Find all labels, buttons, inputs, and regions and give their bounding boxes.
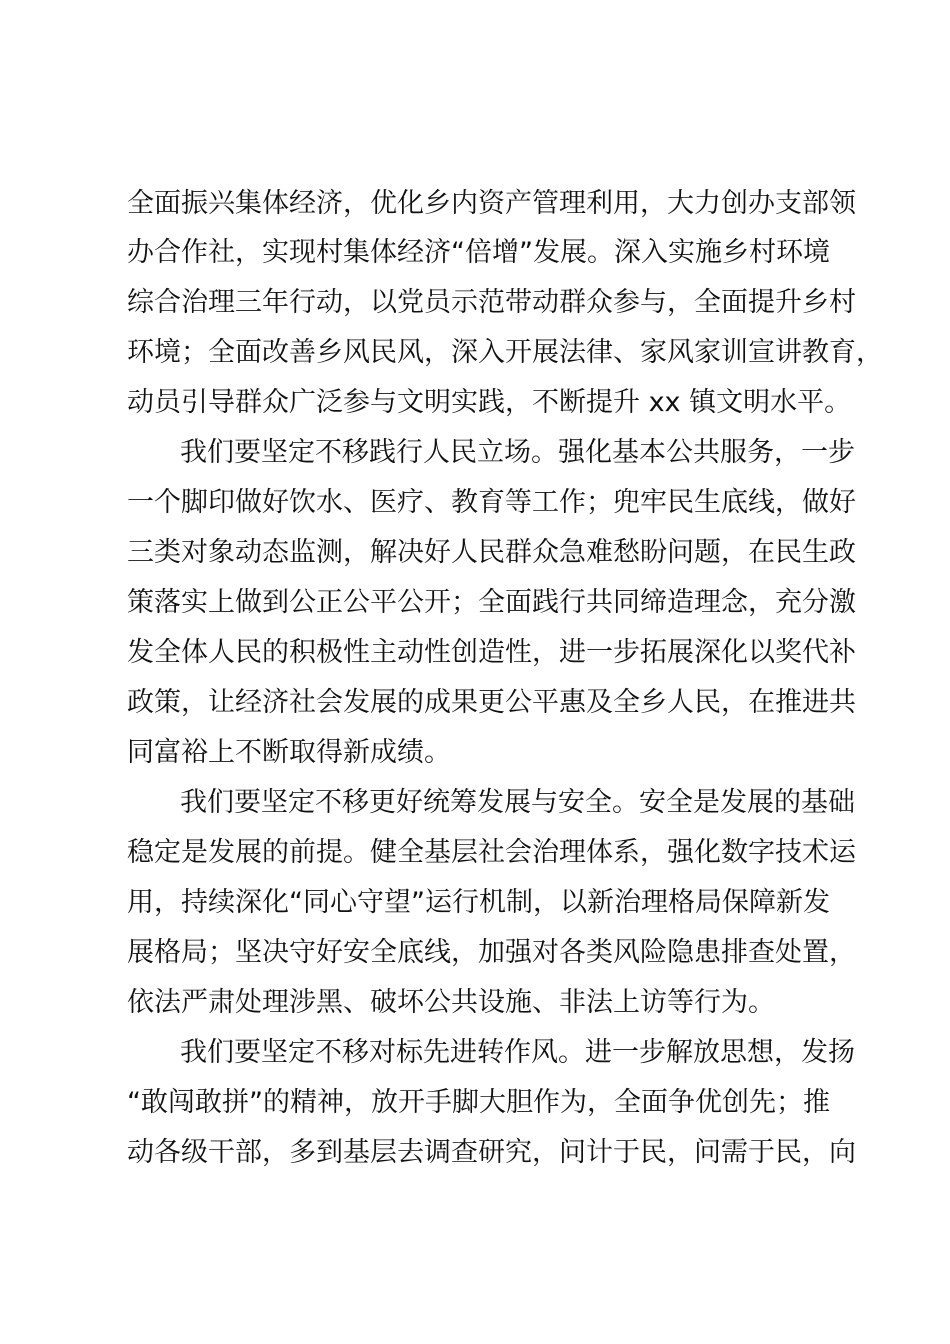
paragraph-first-line: 我们要坚定不移践行人民立场。强化基本公共服务，一步 xyxy=(180,437,855,468)
text-line: 同富裕上不断取得新成绩。 xyxy=(127,737,451,768)
text-line: 环境；全面改善乡风民风，深入开展法律、家风家训宣讲教育， xyxy=(127,337,883,368)
paragraph-first-line: 我们要坚定不移更好统筹发展与安全。安全是发展的基础 xyxy=(180,787,855,818)
text-line: 用，持续深化“同心守望”运行机制，以新治理格局保障新发 xyxy=(127,887,830,918)
text-line: “敢闯敢拼”的精神，放开手脚大胆作为，全面争优创先；推 xyxy=(127,1087,830,1118)
text-line: 依法严肃处理涉黑、破坏公共设施、非法上访等行为。 xyxy=(127,987,775,1018)
text-line: 办合作社，实现村集体经济“倍增”发展。深入实施乡村环境 xyxy=(127,237,830,268)
text-line: 发全体人民的积极性主动性创造性，进一步拓展深化以奖代补 xyxy=(127,637,856,668)
text-line: 三类对象动态监测，解决好人民群众急难愁盼问题，在民生政 xyxy=(127,537,856,568)
text-line: 综合治理三年行动，以党员示范带动群众参与，全面提升乡村 xyxy=(127,287,856,318)
text-line: 动各级干部，多到基层去调查研究，问计于民，问需于民，向 xyxy=(127,1137,856,1168)
text-line: 策落实上做到公正公平公开；全面践行共同缔造理念，充分激 xyxy=(127,587,856,618)
text-line: 政策，让经济社会发展的成果更公平惠及全乡人民，在推进共 xyxy=(127,687,856,718)
text-line: 动员引导群众广泛参与文明实践，不断提升 xx 镇文明水平。 xyxy=(127,387,852,418)
paragraph-first-line: 我们要坚定不移对标先进转作风。进一步解放思想，发扬 xyxy=(180,1037,855,1068)
text-line: 一个脚印做好饮水、医疗、教育等工作；兜牢民生底线，做好 xyxy=(127,487,856,518)
text-line: 稳定是发展的前提。健全基层社会治理体系，强化数字技术运 xyxy=(127,837,856,868)
text-line: 全面振兴集体经济，优化乡内资产管理利用，大力创办支部领 xyxy=(127,188,856,219)
text-line: 展格局；坚决守好安全底线，加强对各类风险隐患排查处置， xyxy=(127,937,856,968)
